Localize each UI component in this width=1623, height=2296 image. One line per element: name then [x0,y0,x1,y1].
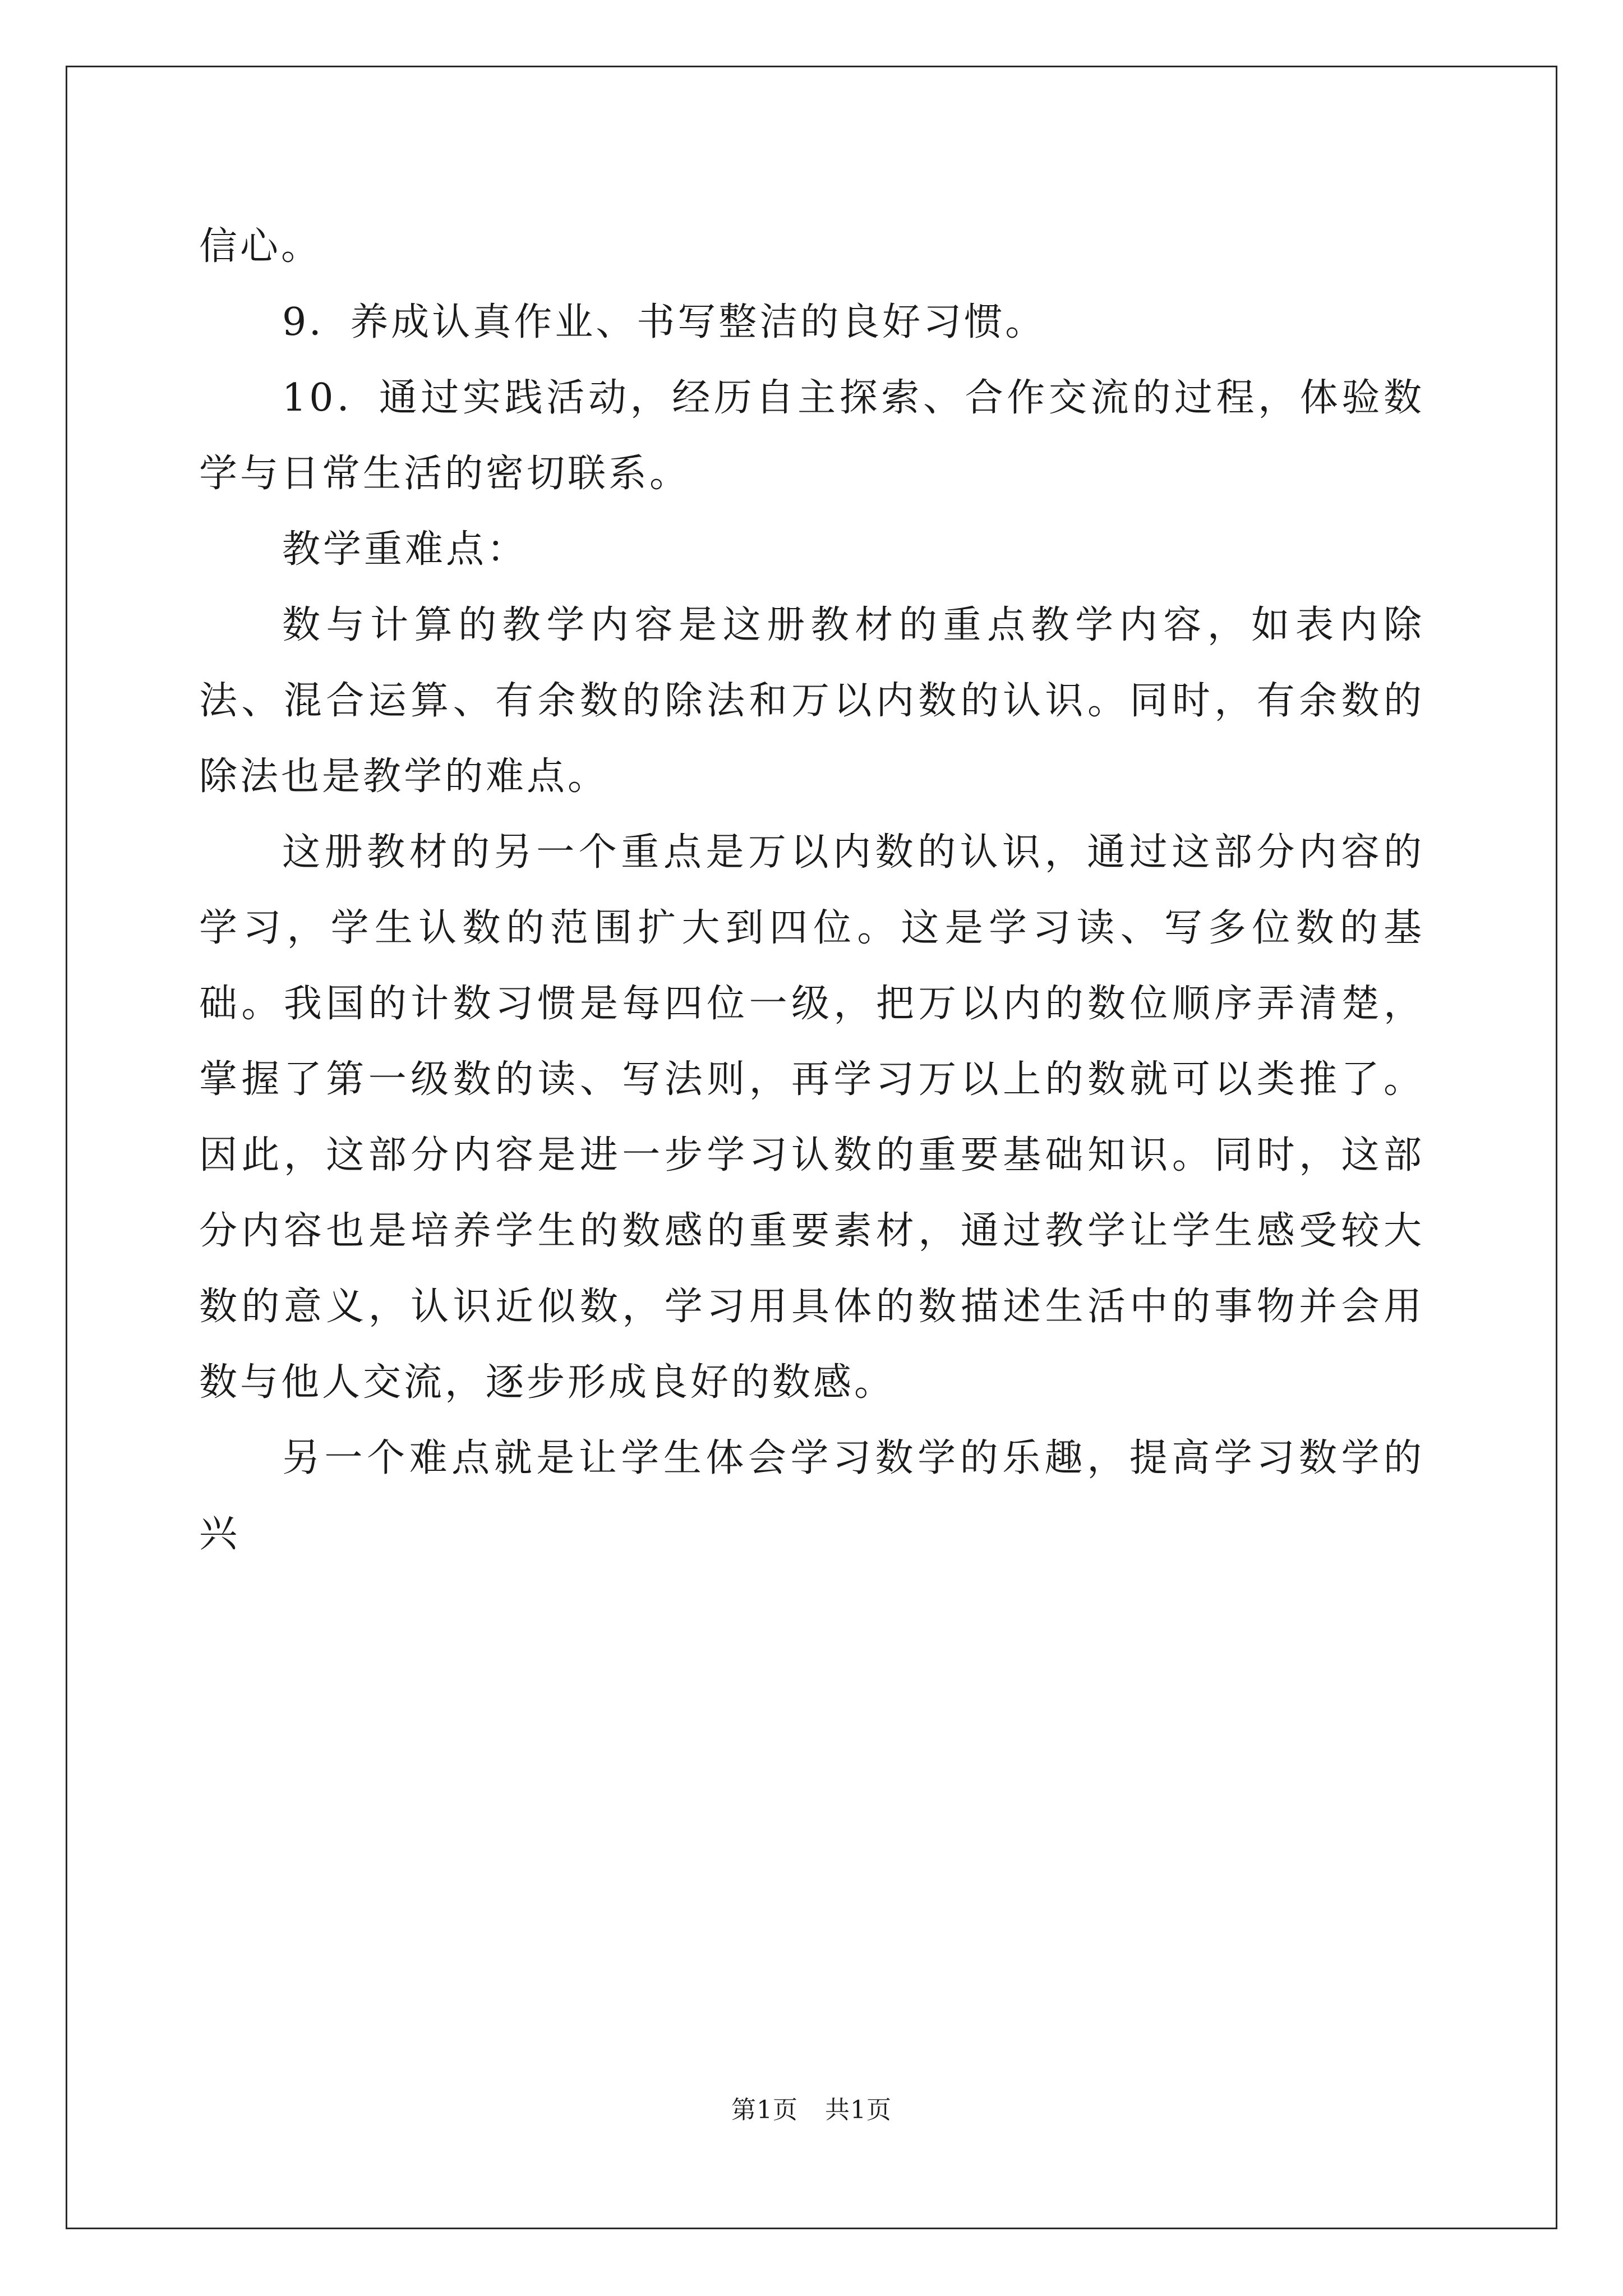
page-number: 第1页 [731,2096,798,2124]
paragraph-6: 这册教材的另一个重点是万以内数的认识，通过这部分内容的学习，学生认数的范围扩大到四位。这是学习读、写多位数的基础。我国的计数习惯是每四位一级，把万以内的数位顺序弄清楚，掌握了第一级数的读、写法则，再学习万以上的数就可以类推了。因此，这部分内容是进一步学习认数的重要基础知识。同时，这部分内容也是培养学生的数感的重要素材，通过教学让学生感受较大数的意义，认识近似数，学习用具体的数描述生活中的事物并会用数与他人交流，逐步形成良好的数感。 [199,830,1424,1405]
document-body [199,209,1424,1572]
paragraph-heading-key-points: 教学重难点： [282,527,528,572]
page-total: 共1页 [825,2096,892,2124]
page-footer [0,2093,1623,2127]
paragraph-7: 另一个难点就是让学生体会学习数学的乐趣，提高学习数学的兴 [199,1436,1424,1556]
paragraph-5: 数与计算的教学内容是这册教材的重点教学内容，如表内除法、混合运算、有余数的除法和万以内数的认识。同时，有余数的除法也是教学的难点。 [199,603,1424,799]
paragraph-1: 信心。 [199,224,322,269]
paragraph-2: 9．养成认真作业、书写整洁的良好习惯。 [282,300,1046,344]
paragraph-3: 10．通过实践活动，经历自主探索、合作交流的过程，体验数学与日常生活的密切联系。 [199,376,1424,496]
